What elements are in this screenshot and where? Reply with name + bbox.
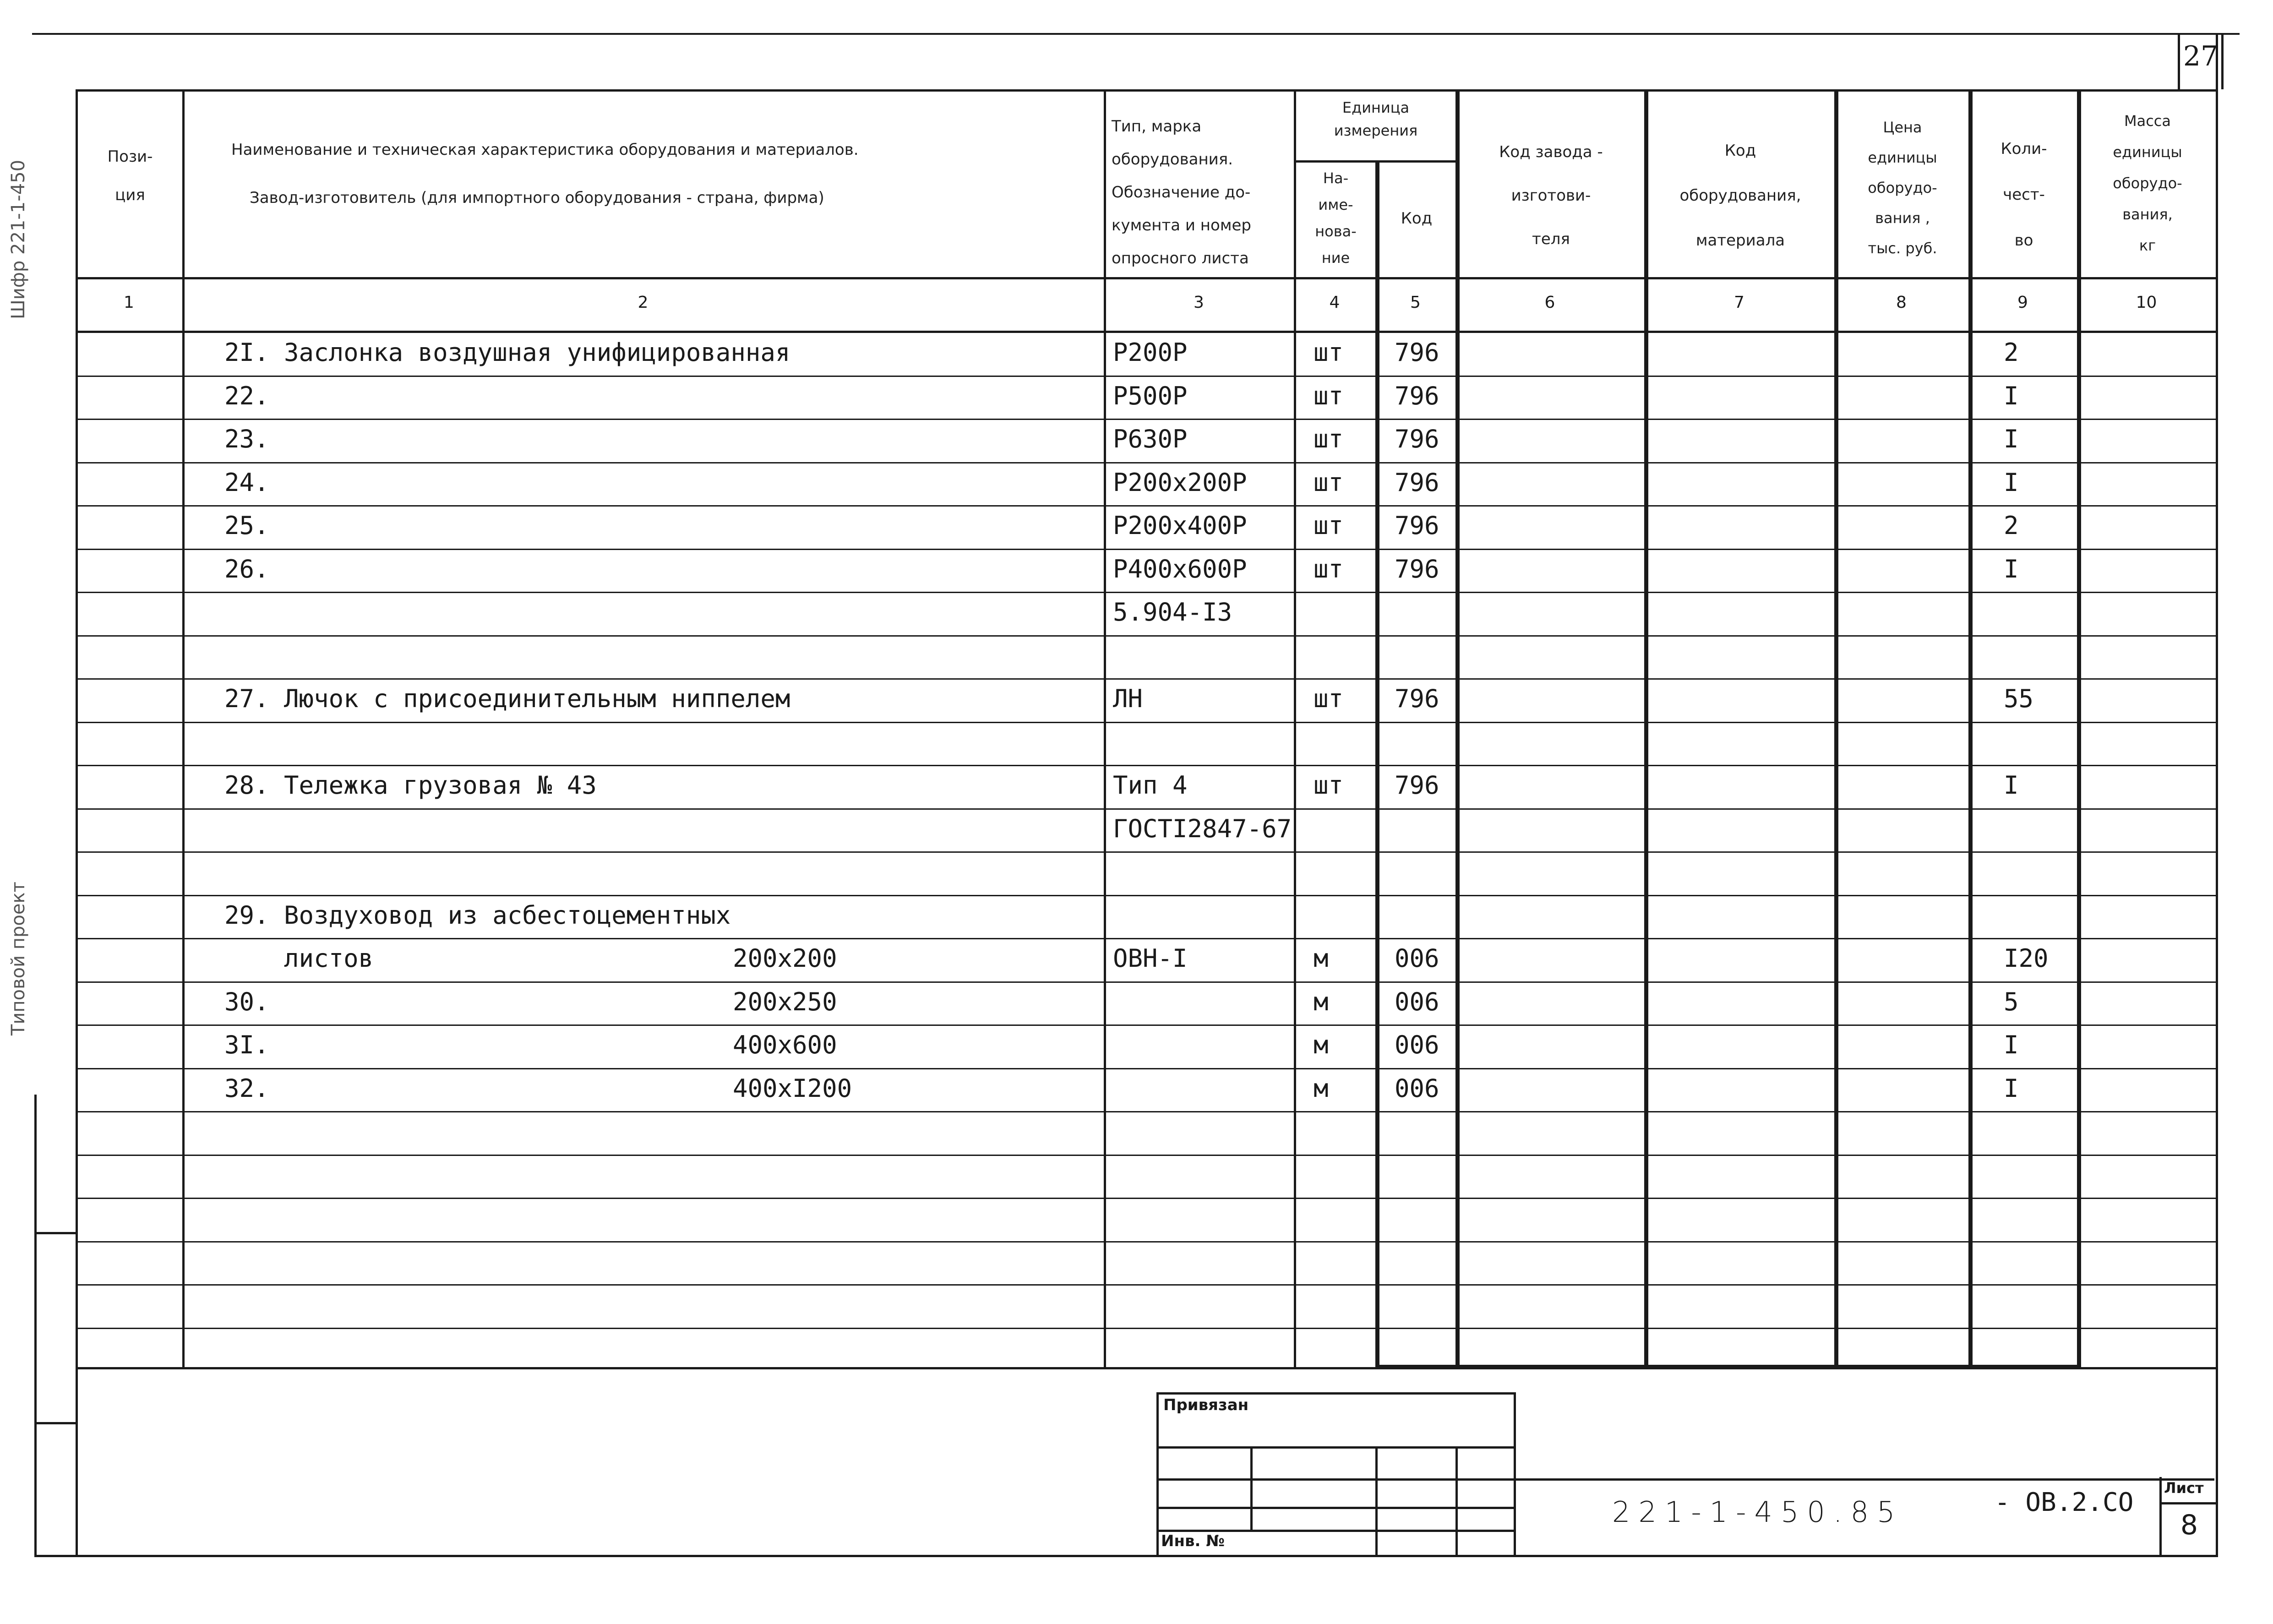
- cell-name: 26.: [224, 555, 269, 583]
- cell-code: 796: [1395, 425, 1439, 453]
- margin-tick-1: [34, 1232, 76, 1234]
- table-row: [0, 592, 2273, 634]
- colnum-10: 10: [2136, 293, 2157, 312]
- cell-type: ОВН-I: [1113, 944, 1188, 973]
- row-divider: [76, 1155, 2217, 1156]
- table-row: [0, 462, 2273, 504]
- header-type: Тип, марка оборудования. Обозначение до- кумента и номер опросного листа: [1112, 117, 1251, 267]
- row-divider: [76, 851, 2217, 853]
- row-divider: [76, 765, 2217, 766]
- cell-qty: I: [2004, 468, 2019, 497]
- header-bottom-line: [76, 277, 2217, 279]
- table-row: [0, 981, 2273, 1024]
- table-row: [0, 419, 2273, 461]
- table-row: [0, 938, 2273, 980]
- cell-qty: I: [2004, 1074, 2019, 1103]
- cell-unit: шт: [1314, 381, 1344, 410]
- table-row: [0, 549, 2273, 591]
- colnum-6: 6: [1544, 293, 1555, 312]
- cell-type: ЛН: [1113, 684, 1143, 713]
- cell-name: 24.: [224, 468, 269, 497]
- table-row: [0, 1025, 2273, 1067]
- cell-code: 006: [1395, 1074, 1439, 1103]
- cell-code: 006: [1395, 944, 1439, 973]
- row-divider: [76, 1025, 2217, 1026]
- row-divider: [76, 1111, 2217, 1112]
- row-divider: [76, 1241, 2217, 1243]
- cell-qty: I20: [2004, 944, 2049, 973]
- cell-type: Р200х400Р: [1113, 511, 1247, 540]
- colnum-1: 1: [124, 293, 134, 312]
- table-row: [0, 808, 2273, 850]
- cell-size: 400хI200: [733, 1074, 852, 1103]
- row-divider: [76, 505, 2217, 507]
- cell-qty: I: [2004, 425, 2019, 453]
- cell-name: 2I. Заслонка воздушная унифицированная: [224, 338, 790, 367]
- table-row: [0, 332, 2273, 374]
- row-divider: [76, 895, 2217, 896]
- header-name-line1: Наименование и техническая характеристика оборудования и материалов.: [231, 141, 859, 159]
- stamp-inv-label: Инв. №: [1161, 1532, 1225, 1550]
- cell-unit: шт: [1314, 771, 1344, 800]
- row-divider: [76, 376, 2217, 377]
- cell-unit: шт: [1314, 468, 1344, 497]
- cell-code: 796: [1395, 511, 1439, 540]
- cell-code: 796: [1395, 381, 1439, 410]
- cell-code: 796: [1395, 684, 1439, 713]
- colnum-9: 9: [2017, 293, 2028, 312]
- header-position: Пози- ция: [107, 147, 153, 204]
- cell-type: Тип 4: [1113, 771, 1188, 800]
- stamp-grid-v2: [1375, 1446, 1378, 1555]
- margin-text-upper: Шифр 221-1-450: [8, 159, 29, 320]
- row-divider: [76, 462, 2217, 463]
- row-divider: [76, 808, 2217, 810]
- cell-size: 200х250: [733, 987, 837, 1016]
- cell-qty: I: [2004, 381, 2019, 410]
- table-row: [0, 1198, 2273, 1240]
- cell-qty: 2: [2004, 338, 2019, 367]
- colnum-3: 3: [1194, 293, 1204, 312]
- cell-type: ГОСТI2847-67: [1113, 814, 1292, 843]
- header-unit-group: Единица измерения: [1334, 99, 1418, 139]
- table-row: [0, 1328, 2273, 1370]
- table-row: [0, 895, 2273, 937]
- table-row: [0, 1284, 2273, 1326]
- stamp-doc-suffix: - ОВ.2.СО: [1995, 1488, 2134, 1517]
- margin-line-outer: [34, 1095, 37, 1555]
- header-factory-code: Код завода - изготови- теля: [1499, 143, 1603, 248]
- table-row: [0, 376, 2273, 418]
- row-divider: [76, 1328, 2217, 1329]
- cell-name: 29. Воздуховод из асбестоцементных: [224, 901, 731, 930]
- cell-unit: шт: [1314, 338, 1344, 367]
- page-number: 27: [2183, 40, 2218, 72]
- table-row: [0, 722, 2273, 764]
- header-unit-name: На- име- нова- ние: [1315, 169, 1357, 267]
- margin-text-lower: Типовой проект: [8, 882, 29, 1035]
- framed-cols-bottom: [1375, 1365, 2081, 1369]
- table-row: [0, 1068, 2273, 1110]
- cell-type: Р400х600Р: [1113, 555, 1247, 583]
- colnum-8: 8: [1896, 293, 1907, 312]
- stamp-grid-h3: [1156, 1507, 1514, 1509]
- cell-name: 30.: [224, 987, 269, 1016]
- stamp-sheet-label: Лист: [2164, 1479, 2204, 1497]
- cell-name: 25.: [224, 511, 269, 540]
- stamp-grid-h2: [1156, 1478, 2214, 1481]
- table-row: [0, 765, 2273, 807]
- stamp-bound-label: Привязан: [1163, 1396, 1249, 1414]
- cell-qty: I: [2004, 771, 2019, 800]
- cell-qty: 5: [2004, 987, 2019, 1016]
- cell-unit: м: [1314, 987, 1329, 1016]
- cell-qty: 2: [2004, 511, 2019, 540]
- colnum-4: 4: [1329, 293, 1340, 312]
- stamp-doc-code: 221-1-450.85: [1612, 1495, 1903, 1529]
- cell-code: 796: [1395, 771, 1439, 800]
- stamp-sheet-divider: [2159, 1502, 2217, 1504]
- colnum-7: 7: [1734, 293, 1744, 312]
- row-divider: [76, 678, 2217, 680]
- cell-name: 22.: [224, 381, 269, 410]
- table-row: [0, 635, 2273, 677]
- row-divider: [76, 1068, 2217, 1069]
- cell-size: 200х200: [733, 944, 837, 973]
- cell-type: Р200х200Р: [1113, 468, 1247, 497]
- column-numbers: [0, 293, 2273, 321]
- cell-name: листов: [224, 944, 374, 973]
- header-equipment-code: Код оборудования, материала: [1679, 142, 1801, 250]
- cell-qty: I: [2004, 555, 2019, 583]
- table-row: [0, 1155, 2273, 1197]
- cell-name: 28. Тележка грузовая № 43: [224, 771, 597, 800]
- cell-unit: шт: [1314, 511, 1344, 540]
- cell-unit: шт: [1314, 555, 1344, 583]
- table-row: [0, 678, 2273, 720]
- row-divider: [76, 981, 2217, 983]
- row-divider: [76, 938, 2217, 939]
- cell-type: Р200Р: [1113, 338, 1188, 367]
- header-unit-code: Код: [1401, 209, 1433, 228]
- cell-unit: м: [1314, 1030, 1329, 1059]
- cell-name: 27. Лючок с присоединительным ниппелем: [224, 684, 790, 713]
- cell-name: 32.: [224, 1074, 269, 1103]
- cell-code: 006: [1395, 987, 1439, 1016]
- stamp-grid-v3: [1455, 1446, 1458, 1555]
- cell-unit: м: [1314, 1074, 1329, 1103]
- cell-qty: I: [2004, 1030, 2019, 1059]
- colnum-5: 5: [1410, 293, 1421, 312]
- colnum-2: 2: [638, 293, 649, 312]
- header-quantity: Коли- чест- во: [2000, 140, 2047, 250]
- stamp-sheet-number: 8: [2180, 1509, 2198, 1541]
- row-divider: [76, 1284, 2217, 1286]
- cell-unit: шт: [1314, 425, 1344, 453]
- cell-code: 796: [1395, 555, 1439, 583]
- table-row: [0, 505, 2273, 547]
- cell-unit: м: [1314, 944, 1329, 973]
- cell-name: 3I.: [224, 1030, 269, 1059]
- table-row: [0, 1111, 2273, 1153]
- cell-code: 006: [1395, 1030, 1439, 1059]
- cell-qty: 55: [2004, 684, 2034, 713]
- header-price: Цена единицы оборудо- вания , тыс. руб.: [1868, 119, 1937, 257]
- header-mass: Масса единицы оборудо- вания, кг: [2113, 112, 2182, 254]
- margin-tick-2: [34, 1422, 76, 1424]
- page-bottom-line: [34, 1555, 2217, 1557]
- cell-code: 796: [1395, 468, 1439, 497]
- cell-unit: шт: [1314, 684, 1344, 713]
- row-divider: [76, 592, 2217, 593]
- cell-type: 5.904-I3: [1113, 598, 1232, 627]
- row-divider: [76, 635, 2217, 637]
- top-border-line: [32, 33, 2240, 35]
- stamp-grid-h1: [1156, 1446, 1514, 1449]
- cell-type: Р630Р: [1113, 425, 1188, 453]
- row-divider: [76, 419, 2217, 420]
- cell-code: 796: [1395, 338, 1439, 367]
- header-name-line2: Завод-изготовитель (для импортного оборудования - страна, фирма): [250, 189, 824, 207]
- row-divider: [76, 1198, 2217, 1199]
- cell-size: 400х600: [733, 1030, 837, 1059]
- cell-name: 23.: [224, 425, 269, 453]
- row-divider: [76, 549, 2217, 550]
- cell-type: Р500Р: [1113, 381, 1188, 410]
- row-divider: [76, 722, 2217, 723]
- table-top-line: [76, 89, 2217, 92]
- table-row: [0, 851, 2273, 894]
- table-row: [0, 1241, 2273, 1283]
- stamp-grid-v1: [1250, 1446, 1253, 1530]
